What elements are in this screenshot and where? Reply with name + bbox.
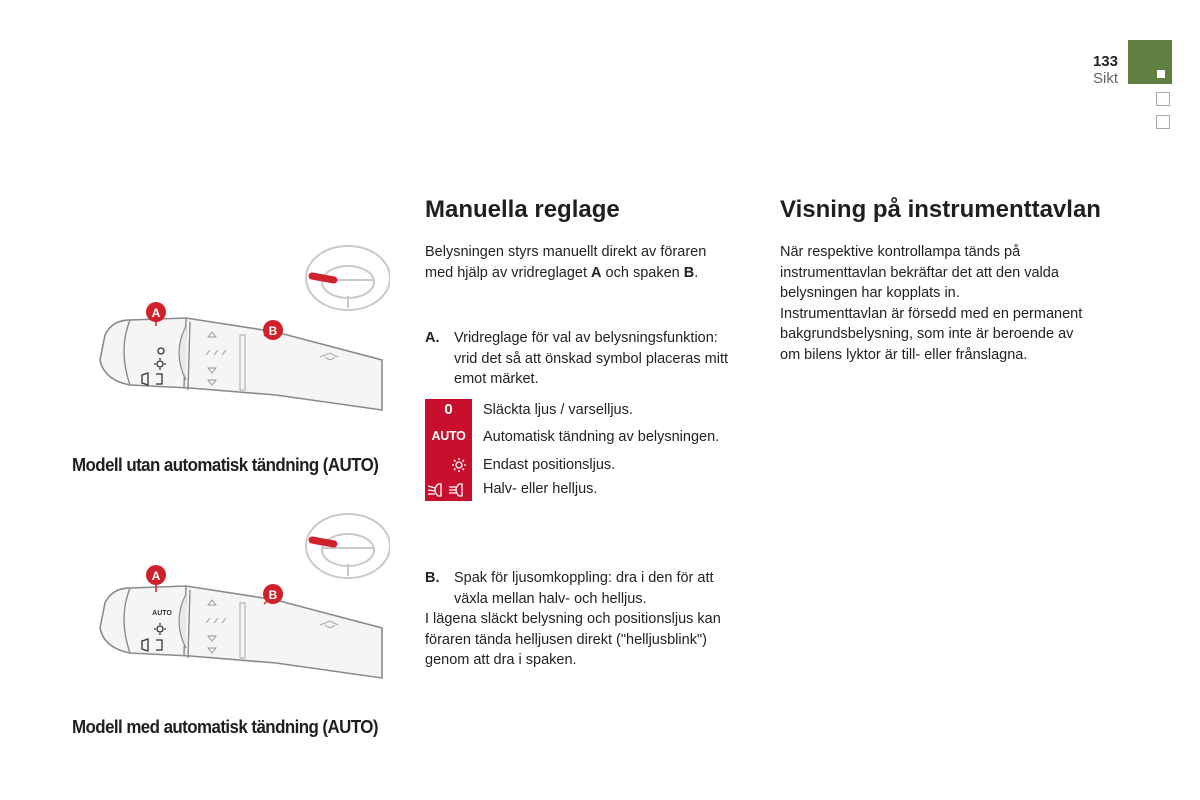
caption-manual: Modell utan automatisk tändning (AUTO): [72, 455, 379, 475]
flash-paragraph: I lägena släckt belysning och positionsljus kan föraren tända helljusen direkt ("helljusblink") genom att dra i spaken.: [425, 611, 721, 668]
symbol-label: Släckta ljus / varselljus.: [483, 402, 633, 418]
stalk-body: [100, 586, 382, 678]
headlight-icons: [425, 481, 472, 499]
item-a-text: Vridreglage för val av belysningsfunktion: vrid det så att önskad symbol placeras mitt emot märket.: [454, 330, 729, 387]
caption-auto: Modell med automatisk tändning (AUTO): [72, 717, 378, 737]
sidelight-icon: [425, 456, 472, 474]
heading-manual-controls: Manuella reglage: [425, 196, 620, 223]
page-number: 133: [1092, 53, 1118, 70]
tab-marker: [1157, 70, 1165, 78]
intro-paragraph: [425, 242, 765, 283]
dial-auto-label: AUTO: [152, 610, 172, 617]
stalk-highlight: [312, 276, 334, 280]
symbol-off: 0: [444, 401, 453, 418]
stalk-illustration-manual: [90, 240, 390, 415]
chapter-tab: [1156, 92, 1170, 106]
heading-instrument-display: Visning på instrumenttavlan: [780, 196, 1101, 223]
item-b-letter: B.: [425, 570, 440, 586]
symbol-label: Halv- eller helljus.: [483, 481, 598, 497]
chapter-tab: [1156, 115, 1170, 129]
callout-a-label: A: [151, 306, 161, 320]
instrument-paragraph: När respektive kontrollampa tänds på instrumenttavlan bekräftar det att den valda belysningen har kopplats in. Instrumenttavlan är försedd med en permanent bakgrundsbelysning, som inte är beroende av om bilens lyktor är till- eller frånslagna.: [780, 244, 1083, 363]
stalk-illustration-auto: [90, 508, 390, 683]
callout-b-label: B: [268, 324, 278, 338]
symbol-auto: AUTO: [431, 429, 466, 443]
symbol-label: Endast positionsljus.: [483, 457, 616, 473]
intro-line: med hjälp av vridreglaget A och spaken B.: [425, 264, 699, 281]
intro-line: Belysningen styrs manuellt direkt av föraren: [425, 244, 707, 260]
symbol-label: Automatisk tändning av belysningen.: [483, 429, 720, 445]
section-title: Sikt: [1092, 70, 1118, 87]
symbol-column: [425, 399, 472, 501]
stalk-highlight: [312, 540, 334, 544]
stalk-body: [100, 318, 382, 410]
item-a-letter: A.: [425, 330, 440, 346]
item-b-text: Spak för ljusomkoppling: dra i den för att växla mellan halv- och helljus.: [454, 570, 714, 607]
chapter-tab-active: [1128, 40, 1172, 84]
callout-b-label: B: [268, 588, 278, 602]
callout-a-label: A: [151, 569, 161, 583]
steering-wheel-icon: [306, 514, 390, 578]
